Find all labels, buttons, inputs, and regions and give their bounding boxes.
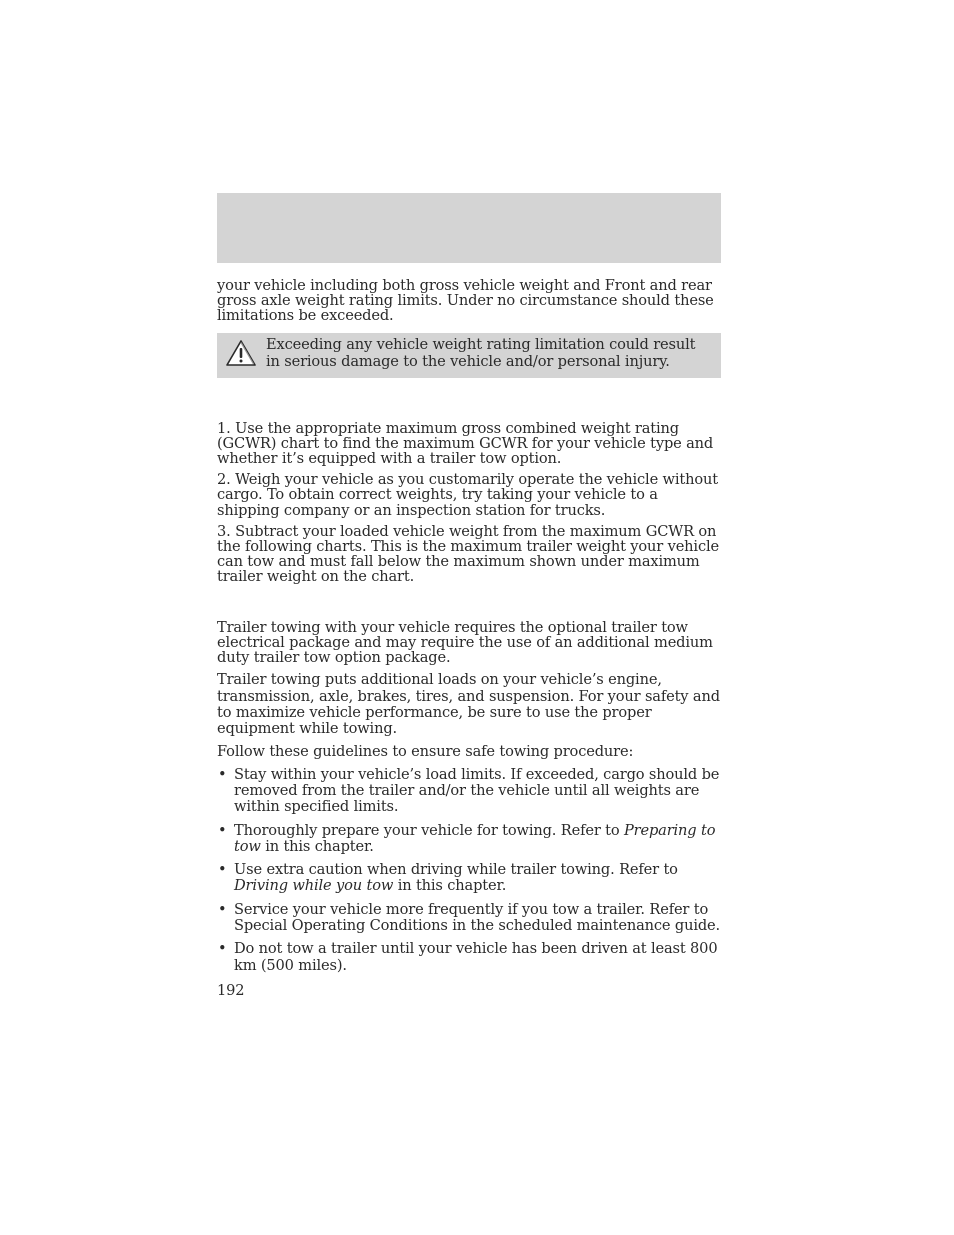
cross-reference: Driving while you tow xyxy=(234,877,394,895)
list-item-text: Use extra caution when driving while trailer towing. Refer to xyxy=(234,861,678,879)
header-band xyxy=(217,193,721,263)
list-item xyxy=(217,902,723,935)
guideline-list xyxy=(217,767,723,974)
list-item xyxy=(217,941,723,974)
bullet-dot: • xyxy=(218,900,227,918)
warning-triangle-icon xyxy=(225,339,257,367)
towing-paragraph-3: Follow these guidelines to ensure safe towing procedure: xyxy=(217,743,634,761)
list-item-text: in this chapter. xyxy=(393,877,507,895)
list-item-text: Stay within your vehicle’s load limits. If exceeded, cargo should be removed from the trailer and/or the vehicle until all weights are within specified limits. xyxy=(234,765,720,816)
list-item xyxy=(217,823,723,856)
bullet-dot: • xyxy=(218,940,227,958)
list-item xyxy=(217,862,723,895)
step-2: 2. Weigh your vehicle as you customarily operate the vehicle without cargo. To obtain correct weights, try taking your vehicle to a shipping company or an inspection station for trucks. xyxy=(217,471,718,519)
intro-paragraph: your vehicle including both gross vehicle weight and Front and rear gross axle weight rating limits. Under no circumstance should these limitations be exceeded. xyxy=(217,277,714,325)
list-item-text: Service your vehicle more frequently if you tow a trailer. Refer to Special Operating Conditions in the scheduled maintenance guide. xyxy=(234,900,721,935)
cross-reference: Preparing to tow xyxy=(234,821,716,855)
list-item-text: Do not tow a trailer until your vehicle has been driven at least 800 km (500 miles). xyxy=(234,940,718,974)
list-item xyxy=(217,767,723,816)
list-item-text: in this chapter. xyxy=(260,837,374,855)
bullet-dot: • xyxy=(218,821,227,839)
towing-paragraph-1: Trailer towing with your vehicle requires the optional trailer tow electrical package and may require the use of an additional medium duty trailer tow option package. xyxy=(217,618,713,667)
bullet-dot: • xyxy=(218,861,227,879)
bullet-dot: • xyxy=(218,765,227,783)
page-content xyxy=(217,278,723,998)
page-number: 192 xyxy=(217,981,245,999)
step-3: 3. Subtract your loaded vehicle weight from the maximum GCWR on the following charts. This is the maximum trailer weight your vehicle can tow and must fall below the maximum shown under maximum trailer weight on the chart. xyxy=(217,522,719,586)
step-1: 1. Use the appropriate maximum gross combined weight rating (GCWR) chart to find the maximum GCWR for your vehicle type and whether it’s equipped with a trailer tow option. xyxy=(217,419,714,468)
warning-box xyxy=(217,333,721,378)
towing-paragraph-2: Trailer towing puts additional loads on your vehicle’s engine, transmission, axle, brakes, tires, and suspension. For your safety and to maximize vehicle performance, be sure to use the proper equipment while towing. xyxy=(217,671,720,738)
warning-text: Exceeding any vehicle weight rating limitation could result in serious damage to the vehicle and/or personal injury. xyxy=(266,335,696,370)
list-item-text: Thoroughly prepare your vehicle for towing. Refer to xyxy=(234,821,624,839)
